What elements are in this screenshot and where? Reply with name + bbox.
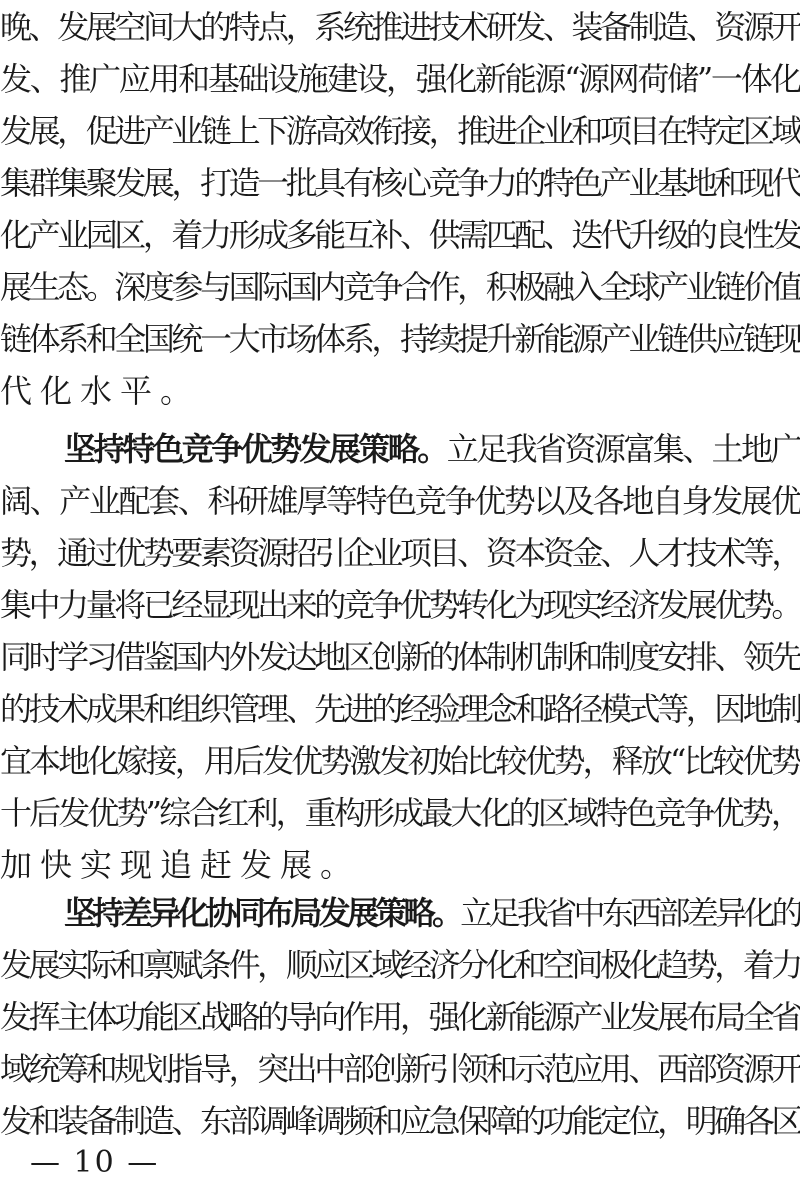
text-line: 发、推广应用和基础设施建设，强化新能源“源网荷储”一体化: [0, 60, 800, 98]
text-fragment: 立足我省资源富集、土地广: [446, 430, 800, 468]
text-line: 十后发优势”综合红利，重构形成最大化的区域特色竞争优势，: [0, 794, 800, 832]
paragraph-heading: 坚持差异化协同布局发展策略。: [64, 894, 461, 932]
text-line: 发挥主体功能区战略的导向作用，强化新能源产业发展布局全省: [0, 998, 800, 1036]
text-line: 链体系和全国统一大市场体系，持续提升新能源产业链供应链现: [0, 320, 800, 358]
text-line: 域统筹和规划指导，突出中部创新引领和示范应用、西部资源开: [0, 1050, 800, 1088]
text-line: 集群集聚发展，打造一批具有核心竞争力的特色产业基地和现代: [0, 164, 800, 202]
text-line: 加快实现追赶发展。: [0, 846, 361, 884]
text-fragment: 立足我省中东西部差异化的: [460, 894, 800, 932]
text-line: 展生态。深度参与国际国内竞争合作，积极融入全球产业链价值: [0, 268, 800, 306]
paragraph-first-line: [0, 893, 800, 933]
text-line: 势，通过优势要素资源招引企业项目、资本资金、人才技术等，: [0, 534, 800, 572]
text-line: 代化水平。: [0, 372, 201, 410]
text-line: 发展，促进产业链上下游高效衔接，推进企业和项目在特定区域: [0, 112, 800, 150]
text-line: 同时学习借鉴国内外发达地区创新的体制机制和制度安排、领先: [0, 638, 800, 676]
text-line: 晚、发展空间大的特点，系统推进技术研发、装备制造、资源开: [0, 8, 800, 46]
text-line: 集中力量将已经显现出来的竞争优势转化为现实经济发展优势。: [0, 586, 800, 624]
text-line: 化产业园区，着力形成多能互补、供需匹配、迭代升级的良性发: [0, 216, 800, 254]
page-number: — 10 —: [30, 1145, 160, 1180]
text-line: 阔、产业配套、科研雄厚等特色竞争优势以及各地自身发展优: [0, 482, 800, 520]
text-line: 宜本地化嫁接，用后发优势激发初始比较优势，释放“比较优势: [0, 742, 800, 780]
text-line: 发和装备制造、东部调峰调频和应急保障的功能定位，明确各区: [0, 1102, 800, 1140]
text-line: 发展实际和禀赋条件，顺应区域经济分化和空间极化趋势，着力: [0, 946, 800, 984]
text-line: 的技术成果和组织管理、先进的经验理念和路径模式等，因地制: [0, 690, 800, 728]
paragraph-first-line: [0, 429, 800, 469]
paragraph-heading: 坚持特色竞争优势发展策略。: [64, 430, 447, 468]
